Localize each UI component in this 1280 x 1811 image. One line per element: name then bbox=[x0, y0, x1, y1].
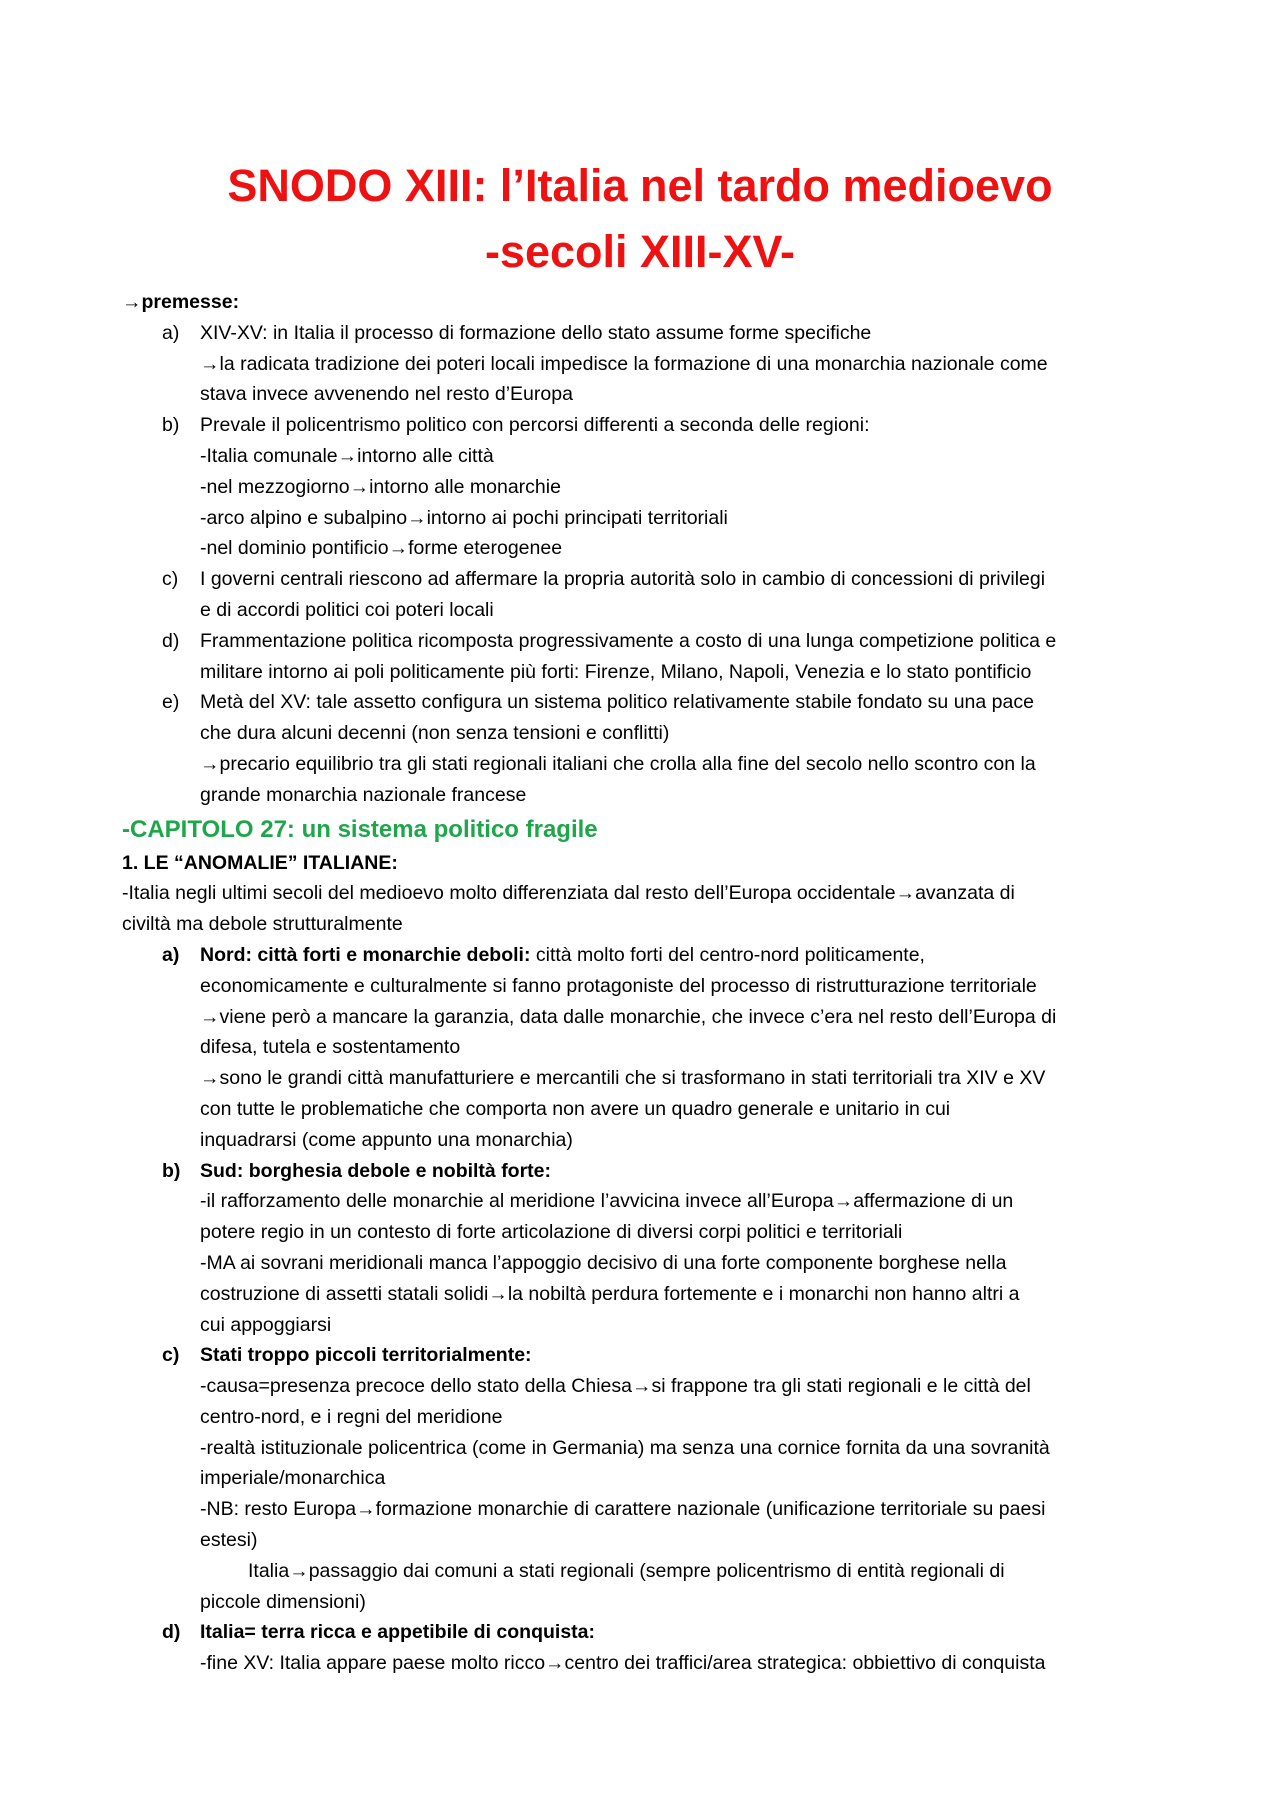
list-item-d: d) Frammentazione politica ricomposta progressivamente a costo di una lunga competizione politica e militare intorno ai poli politicamente più forti: Firenze, Milano, Napoli, Venezia e lo stato pontificio bbox=[122, 626, 1167, 688]
arrow-icon: → bbox=[388, 537, 409, 560]
list-item-c: c) I governi centrali riescono ad affermare la propria autorità solo in cambio di concessioni di privilegi e di accordi politici coi poteri locali bbox=[122, 564, 1167, 626]
page-subtitle: -secoli XIII-XV- bbox=[484, 226, 796, 277]
premesse-heading: →premesse: bbox=[122, 291, 240, 313]
list-item-a: a) XIV-XV: in Italia il processo di formazione dello stato assume forme specifiche →la radicata tradizione dei poteri locali impedisce la formazione di una monarchia nazionale come stava invece avvenendo nel resto d’Europa bbox=[122, 318, 1167, 410]
anomaly-item-b: b) Sud: borghesia debole e nobiltà forte: -il rafforzamento delle monarchie al meridione l’avvicina invece all’Europa→affermazione di un potere regio in un contesto di forte articolazione di diversi corpi politici e territoriali -MA ai sovrani meridionali manca l’appoggio decisivo di una forte componente borghese nella costruzione di assetti statali solidi→la nobiltà perdura fortemente e i monarchi non hanno altri a cui appoggiarsi bbox=[122, 1156, 1167, 1341]
section-intro: -Italia negli ultimi secoli del medioevo molto differenziata dal resto dell’Europa occidentale→avanzata di bbox=[122, 882, 1015, 905]
chapter-heading: -CAPITOLO 27: un sistema politico fragile bbox=[122, 815, 598, 843]
arrow-icon: → bbox=[289, 1559, 309, 1582]
section-heading: 1. LE “ANOMALIE” ITALIANE: bbox=[122, 851, 398, 874]
list-marker: b) bbox=[162, 414, 180, 437]
arrow-icon: → bbox=[631, 1375, 652, 1398]
page-title: SNODO XIII: l’Italia nel tardo medioevo bbox=[227, 160, 1053, 211]
list-marker: c) bbox=[162, 568, 179, 591]
arrow-icon: → bbox=[349, 475, 370, 498]
list-item-b: b) Prevale il policentrismo politico con percorsi differenti a seconda delle regioni: -Italia comunale→intorno alle città -nel mezzogiorno→intorno alle monarchie -arco alpino e subalpino→intorno ai pochi principati territoriali -nel dominio pontificio→forme eterogenee bbox=[122, 410, 1167, 564]
list-marker: a) bbox=[162, 321, 180, 344]
arrow-icon: → bbox=[833, 1190, 854, 1213]
document-body: →premesse: a) XIV-XV: in Italia il processo di formazione dello stato assume forme specifiche →la radicata tradizione dei poteri locali impedisce la formazione di una monarchia nazionale come stava invece avvenendo nel resto d’Europa b) Prevale il policentrismo politico con percorsi differenti a seconda delle regioni: -Italia comunale→intorno alle città -nel mezzogiorno→intorno alle monarchie -arco alpino e subalpino→intorno ai pochi principati territoriali -nel dominio pontificio→forme eterogenee c) I governi centrali riescono ad affermare la propria autorità solo in cambio di concessioni di privilegi e di accordi politici coi poteri locali d) Frammentazione politica ricomposta progressivamente a costo di una lunga competizione politica e militare intorno ai poli politicamente più forti: Firenze, Milano, Napoli, Venezia e lo stato pontificio e) Metà del XV: tale assetto configura un sistema politico relativamente stabile fondato su una pace che dura alcuni decenni (non senza tensioni e conflitti) →precario equilibrio tra gli stati regionali italiani che crolla alla fine del secolo nello scontro con la grande monarchia nazionale francese -CAPITOLO 27: un sistema politico fragile 1. LE “ANOMALIE” ITALIANE: -Italia negli ultimi secoli del medioevo molto differenziata dal resto dell’Europa occidentale→avanzata di civiltà ma debole strutturalmente a) Nord: città forti e monarchie deboli: città molto forti del centro-nord politicamente, economicamente e culturalmente si fanno protagoniste del processo di ristrutturazione territoriale →viene però a mancare la garanzia, data dalle monarchie, che invece c’era nel resto dell’Europa di difesa, tutela e sostentamento →sono le grandi città manufatturiere e mercantili che si trasformano in stati territoriali tra XIV e XV con tutte le problematiche che comporta non avere un quadro generale e unitario in cui inquadrarsi (come appunto una monarchia) b) Sud: borghesia debole e nobiltà forte: -il rafforzamento delle monarchie al meridione l’avvicina invece all’Europa→affermazione di un potere regio in un contesto di forte articolazione di diversi corpi politici e territoriali -MA ai sovrani meridionali manca l’appoggio decisivo di una forte componente borghese nella costruzione di assetti statali solidi→la nobiltà perdura fortemente e i monarchi non hanno altri a cui appoggiarsi c) Stati troppo piccoli territorialmente: -causa=presenza precoce dello stato della Chiesa→si frappone tra gli stati regionali e le città del centro-nord, e i regni del meridione -realtà istituzionale policentrica (come in Germania) ma senza una cornice fornita da una sovranità imperiale/monarchica -NB: resto Europa→formazione monarchie di carattere nazionale (unificazione territoriale su paesi estesi) Italia→passaggio dai comuni a stati regionali (sempre policentrismo di entità regionali di piccole dimensioni) d) Italia= terra ricca e appetibile di conquista: -fine XV: Italia appare paese molto ricco→centro dei traffici/area strategica: obbiettivo di conquista bbox=[122, 287, 1167, 1679]
list-marker: d) bbox=[162, 629, 180, 652]
list-item-e: e) Metà del XV: tale assetto configura un sistema politico relativamente stabile fondato su una pace che dura alcuni decenni (non senza tensioni e conflitti) →precario equilibrio tra gli stati regionali italiani che crolla alla fine del secolo nello scontro con la grande monarchia nazionale francese bbox=[122, 687, 1167, 810]
arrow-icon: → bbox=[200, 352, 220, 375]
arrow-icon: → bbox=[337, 444, 358, 467]
anomaly-item-d: d) Italia= terra ricca e appetibile di conquista: -fine XV: Italia appare paese molto ricco→centro dei traffici/area strategica: obbiettivo di conquista bbox=[122, 1617, 1167, 1679]
list-marker: e) bbox=[162, 691, 180, 714]
arrow-icon: → bbox=[356, 1498, 376, 1521]
arrow-icon: → bbox=[200, 1067, 220, 1090]
list-marker: d) bbox=[162, 1621, 181, 1644]
arrow-icon: → bbox=[545, 1652, 565, 1675]
arrow-icon: → bbox=[407, 506, 427, 529]
arrow-icon: → bbox=[200, 752, 220, 775]
arrow-icon: → bbox=[895, 882, 916, 905]
arrow-icon: → bbox=[488, 1282, 508, 1305]
arrow-icon: → bbox=[200, 1005, 220, 1028]
list-marker: a) bbox=[162, 943, 180, 966]
anomaly-item-c: c) Stati troppo piccoli territorialmente: -causa=presenza precoce dello stato della Chiesa→si frappone tra gli stati regionali e le città del centro-nord, e i regni del meridione -realtà istituzionale policentrica (come in Germania) ma senza una cornice fornita da una sovranità imperiale/monarchica -NB: resto Europa→formazione monarchie di carattere nazionale (unificazione territoriale su paesi estesi) Italia→passaggio dai comuni a stati regionali (sempre policentrismo di entità regionali di piccole dimensioni) bbox=[122, 1340, 1167, 1617]
arrow-icon: → bbox=[122, 291, 142, 313]
list-marker: c) bbox=[162, 1344, 180, 1367]
list-marker: b) bbox=[162, 1159, 181, 1182]
anomaly-item-a: a) Nord: città forti e monarchie deboli: città molto forti del centro-nord politicamente, economicamente e culturalmente si fanno protagoniste del processo di ristrutturazione territoriale →viene però a mancare la garanzia, data dalle monarchie, che invece c’era nel resto dell’Europa di difesa, tutela e sostentamento →sono le grandi città manufatturiere e mercantili che si trasformano in stati territoriali tra XIV e XV con tutte le problematiche che comporta non avere un quadro generale e unitario in cui inquadrarsi (come appunto una monarchia) bbox=[122, 940, 1167, 1156]
